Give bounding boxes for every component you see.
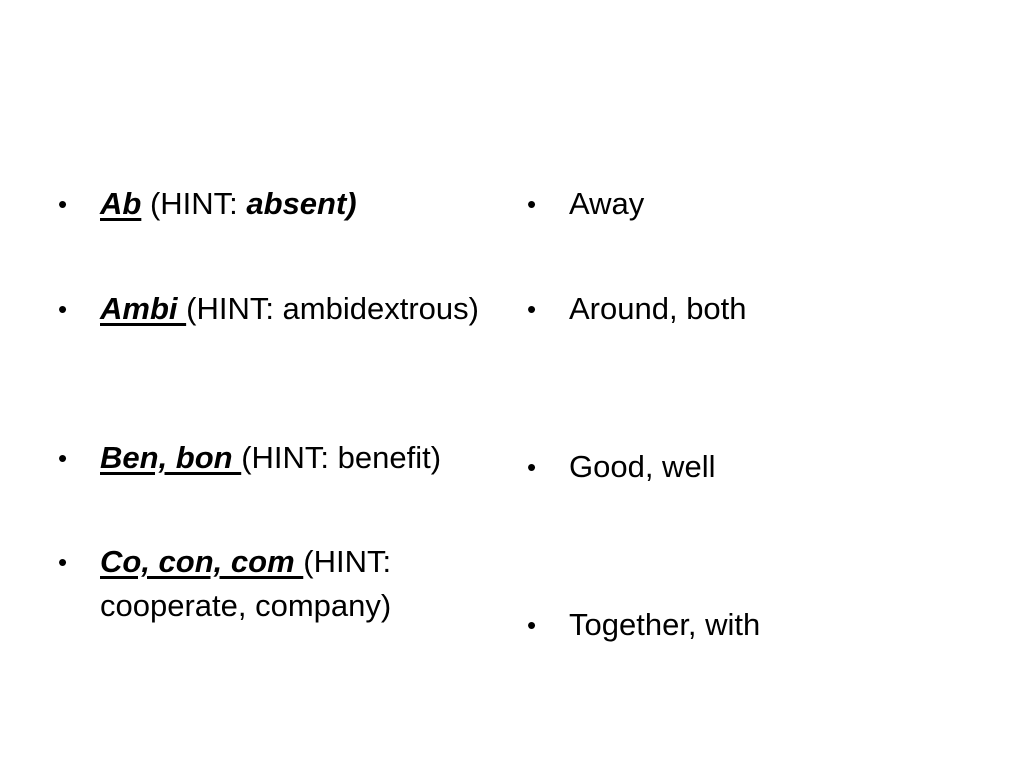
prefix-item-co-con-com <box>58 540 508 628</box>
meaning-text: Together, with <box>569 607 761 642</box>
meaning-text: Good, well <box>569 449 716 484</box>
prefix-text <box>100 436 508 480</box>
meaning-item <box>527 445 977 489</box>
meaning-item <box>527 287 977 331</box>
meaning-text: Around, both <box>569 291 747 326</box>
hint-text: (HINT: cooperate, company) <box>100 544 392 623</box>
prefix-text <box>100 182 508 226</box>
bullet: • <box>527 189 537 219</box>
prefix-text <box>100 287 508 331</box>
prefix-term: Ambi <box>100 291 187 326</box>
meaning-text: Away <box>569 186 645 221</box>
prefix-item-ben-bon <box>58 436 508 480</box>
bullet: • <box>58 189 68 219</box>
bullet: • <box>58 443 68 473</box>
hint-example: absent) <box>246 186 357 221</box>
hint-label: (HINT: <box>141 186 247 221</box>
prefix-term: Co, con, com <box>100 544 304 579</box>
bullet: • <box>527 452 537 482</box>
meaning-item <box>527 603 977 647</box>
prefix-text <box>100 540 508 628</box>
prefix-term: Ab <box>100 186 142 221</box>
meaning-item <box>527 182 977 226</box>
prefix-item-ab <box>58 182 508 226</box>
prefix-item-ambi <box>58 287 508 331</box>
hint-text: (HINT: benefit) <box>241 440 442 475</box>
bullet: • <box>527 610 537 640</box>
hint-text: (HINT: ambidextrous) <box>186 291 479 326</box>
bullet: • <box>58 547 68 577</box>
bullet: • <box>58 294 68 324</box>
bullet: • <box>527 294 537 324</box>
prefix-term: Ben, bon <box>100 440 242 475</box>
